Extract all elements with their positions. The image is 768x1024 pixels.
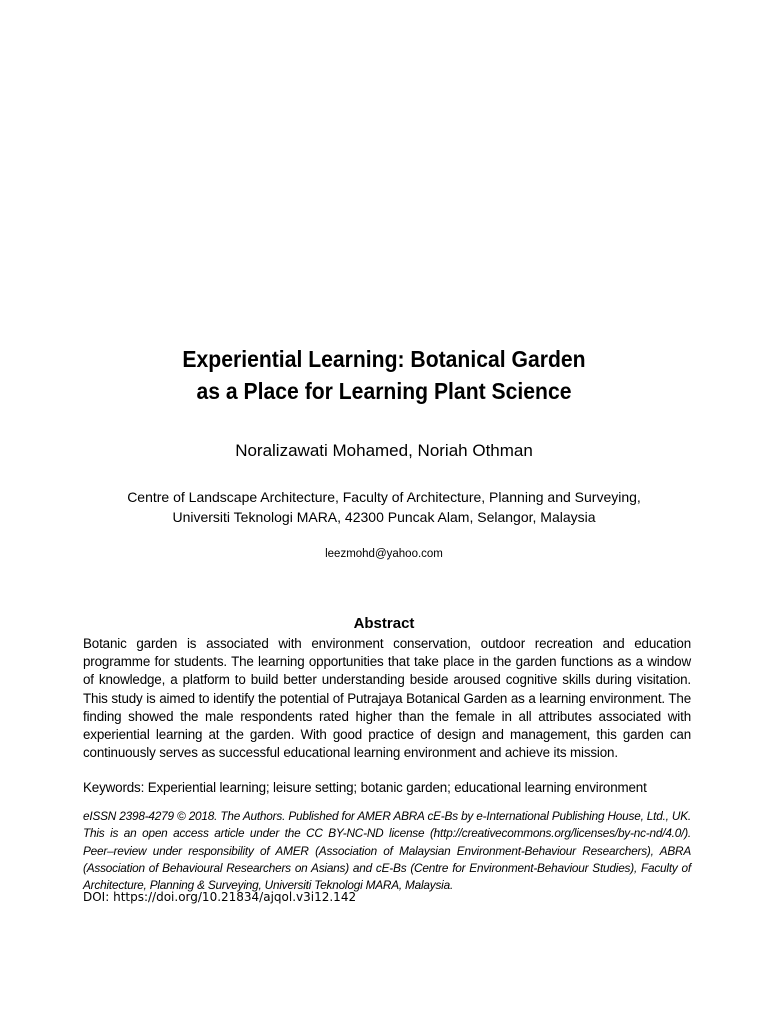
author-list: Noralizawati Mohamed, Noriah Othman bbox=[235, 441, 533, 460]
title-line-2: as a Place for Learning Plant Science bbox=[196, 378, 572, 404]
affiliation-line-1: Centre of Landscape Architecture, Faculty of Architecture, Planning and Surveying, bbox=[127, 489, 641, 505]
abstract-text: Botanic garden is associated with environment conservation, outdoor recreation and education programme for students. The learning opportunities that take place in the garden functions as a window of knowledge, a platform to build better understanding beside aroused cognitive skills during visitation. This study is aimed to identify the potential of Putrajaya Botanical Garden as a learning environment. The finding showed the male respondents rated higher than the female in all attributes associated with experiential learning at the garden. With good practice of design and management, this garden can continuously serves as successful educational learning environment and achieve its mission. bbox=[83, 636, 691, 761]
abstract-heading: Abstract bbox=[353, 615, 415, 632]
author-email: leezmohd@yahoo.com bbox=[325, 548, 443, 560]
keywords: Keywords: Experiential learning; leisure setting; botanic garden; educational learning environment bbox=[83, 780, 647, 795]
affiliation bbox=[0, 487, 768, 527]
title-line-1: Experiential Learning: Botanical Garden bbox=[182, 346, 586, 372]
doi: DOI: https://doi.org/10.21834/ajqol.v3i12.142 bbox=[83, 890, 357, 904]
affiliation-line-2: Universiti Teknologi MARA, 42300 Puncak Alam, Selangor, Malaysia bbox=[172, 509, 596, 525]
license-notice: eISSN 2398-4279 © 2018. The Authors. Published for AMER ABRA cE-Bs by e-International Publishing House, Ltd., UK. This is an open access article under the CC BY-NC-ND license (http://creativecommons.org/licenses/by-nc-nd/4.0/). Peer–review under responsibility of AMER (Association of Malaysian Environment-Behaviour Researchers), ABRA (Association of Behavioural Researchers on Asians) and cE-Bs (Centre for Environment-Behaviour Studies), Faculty of Architecture, Planning & Surveying, Universiti Teknologi MARA, Malaysia. bbox=[83, 809, 691, 893]
paper-title bbox=[38, 343, 729, 407]
